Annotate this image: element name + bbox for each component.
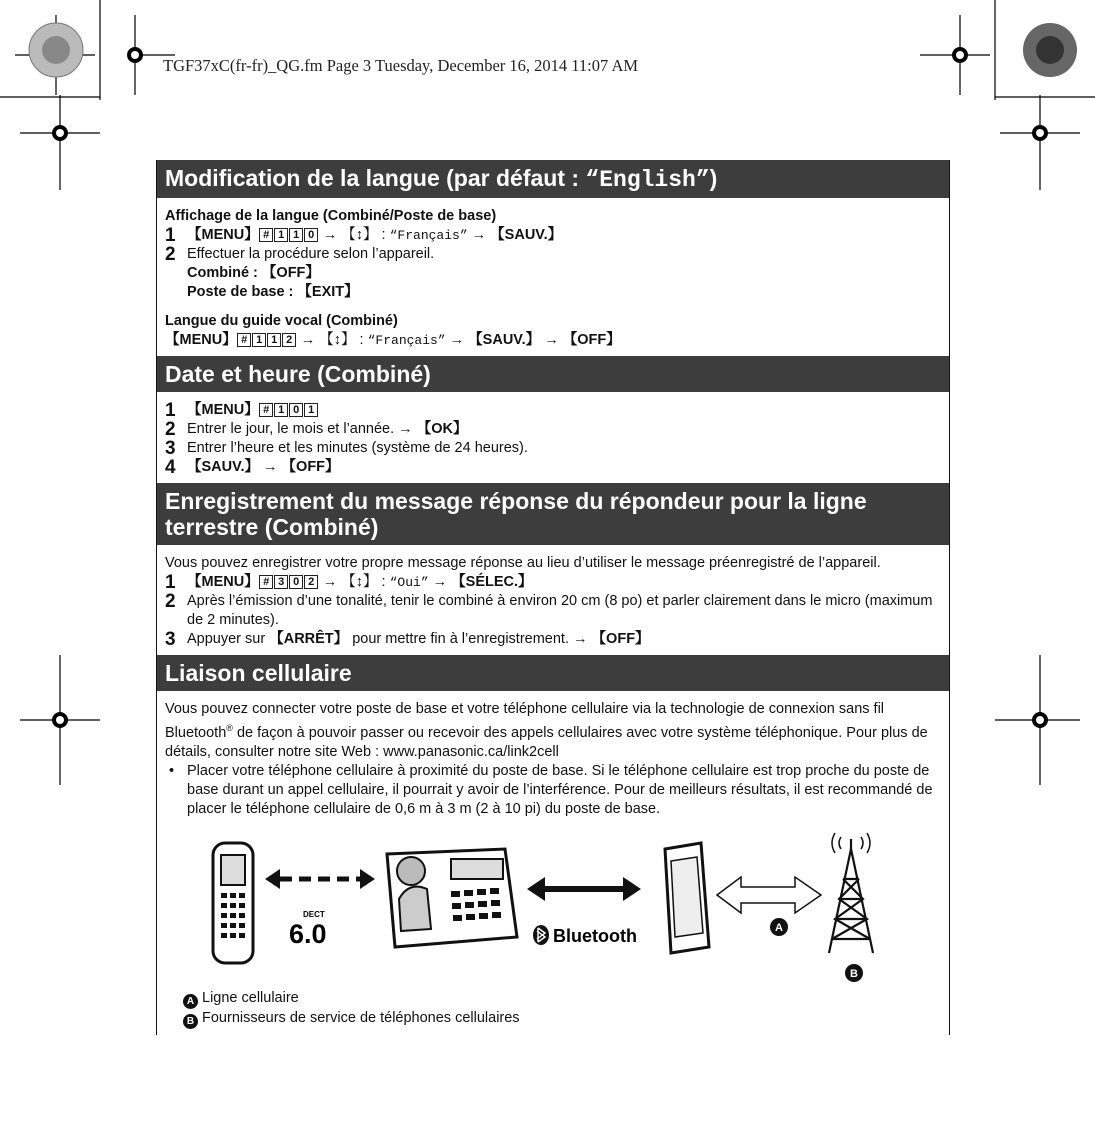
section-title-recording: Enregistrement du message réponse du répondeur pour la ligne terrestre (Combiné)	[157, 483, 949, 545]
step-2-handset: Combiné : 【OFF】	[187, 265, 320, 281]
cellular-line-arrow	[717, 877, 821, 913]
marker-a-label: A	[775, 921, 783, 934]
legend-item-b: B Fournisseurs de service de téléphones cellulaires	[183, 1009, 941, 1029]
connection-illustration	[165, 819, 941, 989]
dect-small-label: DECT	[303, 909, 325, 919]
cell-tower-icon	[829, 833, 873, 953]
voice-guide-steps: 【MENU】 # 1 1 2 → 【↕】 : “Français” → 【SAUV.】 → 【OFF】	[165, 332, 621, 348]
connection-diagram	[165, 819, 941, 989]
step-3: 3 Entrer l’heure et les minutes (système de 24 heures).	[165, 438, 528, 459]
bluetooth-label: Bluetooth	[553, 925, 637, 946]
step-2: 2 Entrer le jour, le mois et l’année. → 【OK】	[165, 419, 468, 440]
dect-link-arrow	[265, 869, 375, 889]
cell-phone-icon	[665, 843, 709, 953]
bluetooth-icon	[533, 925, 549, 945]
section-language	[157, 198, 949, 356]
diagram-legend	[165, 989, 941, 1035]
section-title-link: Liaison cellulaire	[157, 655, 949, 691]
marker-b-label: B	[850, 967, 858, 980]
step-1: 1 【MENU】 # 3 0 2 → 【↕】 : “Oui” → 【SÉLEC.】	[165, 572, 533, 593]
step-3: 3 Appuyer sur 【ARRÊT】 pour mettre fin à l’enregistrement. → 【OFF】	[165, 629, 650, 650]
recording-intro: Vous pouvez enregistrer votre propre message réponse au lieu d’utiliser le message préenregistré de l’appareil.	[165, 555, 881, 571]
section-title-language: Modification de la langue (par défaut : “English”)	[157, 160, 949, 198]
subheading-display-language: Affichage de la langue (Combiné/Poste de base)	[165, 208, 497, 224]
section-link	[157, 691, 949, 1035]
marker-b-icon: B	[183, 1014, 198, 1029]
dect-version-label: 6.0	[289, 918, 327, 949]
marker-a-icon: A	[183, 994, 198, 1009]
bluetooth-link-arrow	[527, 877, 641, 901]
handset-icon	[213, 843, 253, 963]
step-1: 1 【MENU】 # 1 0 1	[165, 401, 941, 420]
step-2: 2 Après l’émission d’une tonalité, tenir le combiné à environ 20 cm (8 po) et parler clairement dans le micro (maximum de 2 minutes).	[165, 591, 933, 628]
step-2: 2 Effectuer la procédure selon l’appareil.	[165, 244, 435, 265]
link-bullet: • Placer votre téléphone cellulaire à proximité du poste de base. Si le téléphone cellulaire est trop proche du poste de base durant un appel cellulaire, il pourrait y avoir de l’interférence. Pour de meilleurs résultats, il est recommandé de placer le téléphone cellulaire de 0,6 m à 3 m (2 à 10 pi) du poste de base.	[169, 762, 933, 817]
legend-item-a: A Ligne cellulaire	[183, 989, 941, 1009]
section-recording	[157, 545, 949, 655]
step-1: 1 【MENU】 # 1 1 0 → 【↕】 : “Français” → 【SAUV.】	[165, 225, 563, 246]
print-header: TGF37xC(fr-fr)_QG.fm Page 3 Tuesday, December 16, 2014 11:07 AM	[163, 56, 639, 75]
step-4: 4 【SAUV.】 → 【OFF】	[165, 457, 340, 478]
manual-content	[156, 160, 950, 1035]
section-date	[157, 392, 949, 483]
section-title-date: Date et heure (Combiné)	[157, 356, 949, 392]
subheading-voice-guide: Langue du guide vocal (Combiné)	[165, 313, 398, 329]
base-station-icon	[387, 849, 517, 947]
step-2-base: Poste de base : 【EXIT】	[187, 284, 359, 300]
link-intro: Vous pouvez connecter votre poste de base et votre téléphone cellulaire via la technologie de connexion sans fil Bluetooth® de façon à pouvoir passer ou recevoir des appels cellulaires avec votre système téléphonique. Pour plus de détails, consulter notre site Web : www.panasonic.ca/link2cell	[165, 701, 928, 760]
